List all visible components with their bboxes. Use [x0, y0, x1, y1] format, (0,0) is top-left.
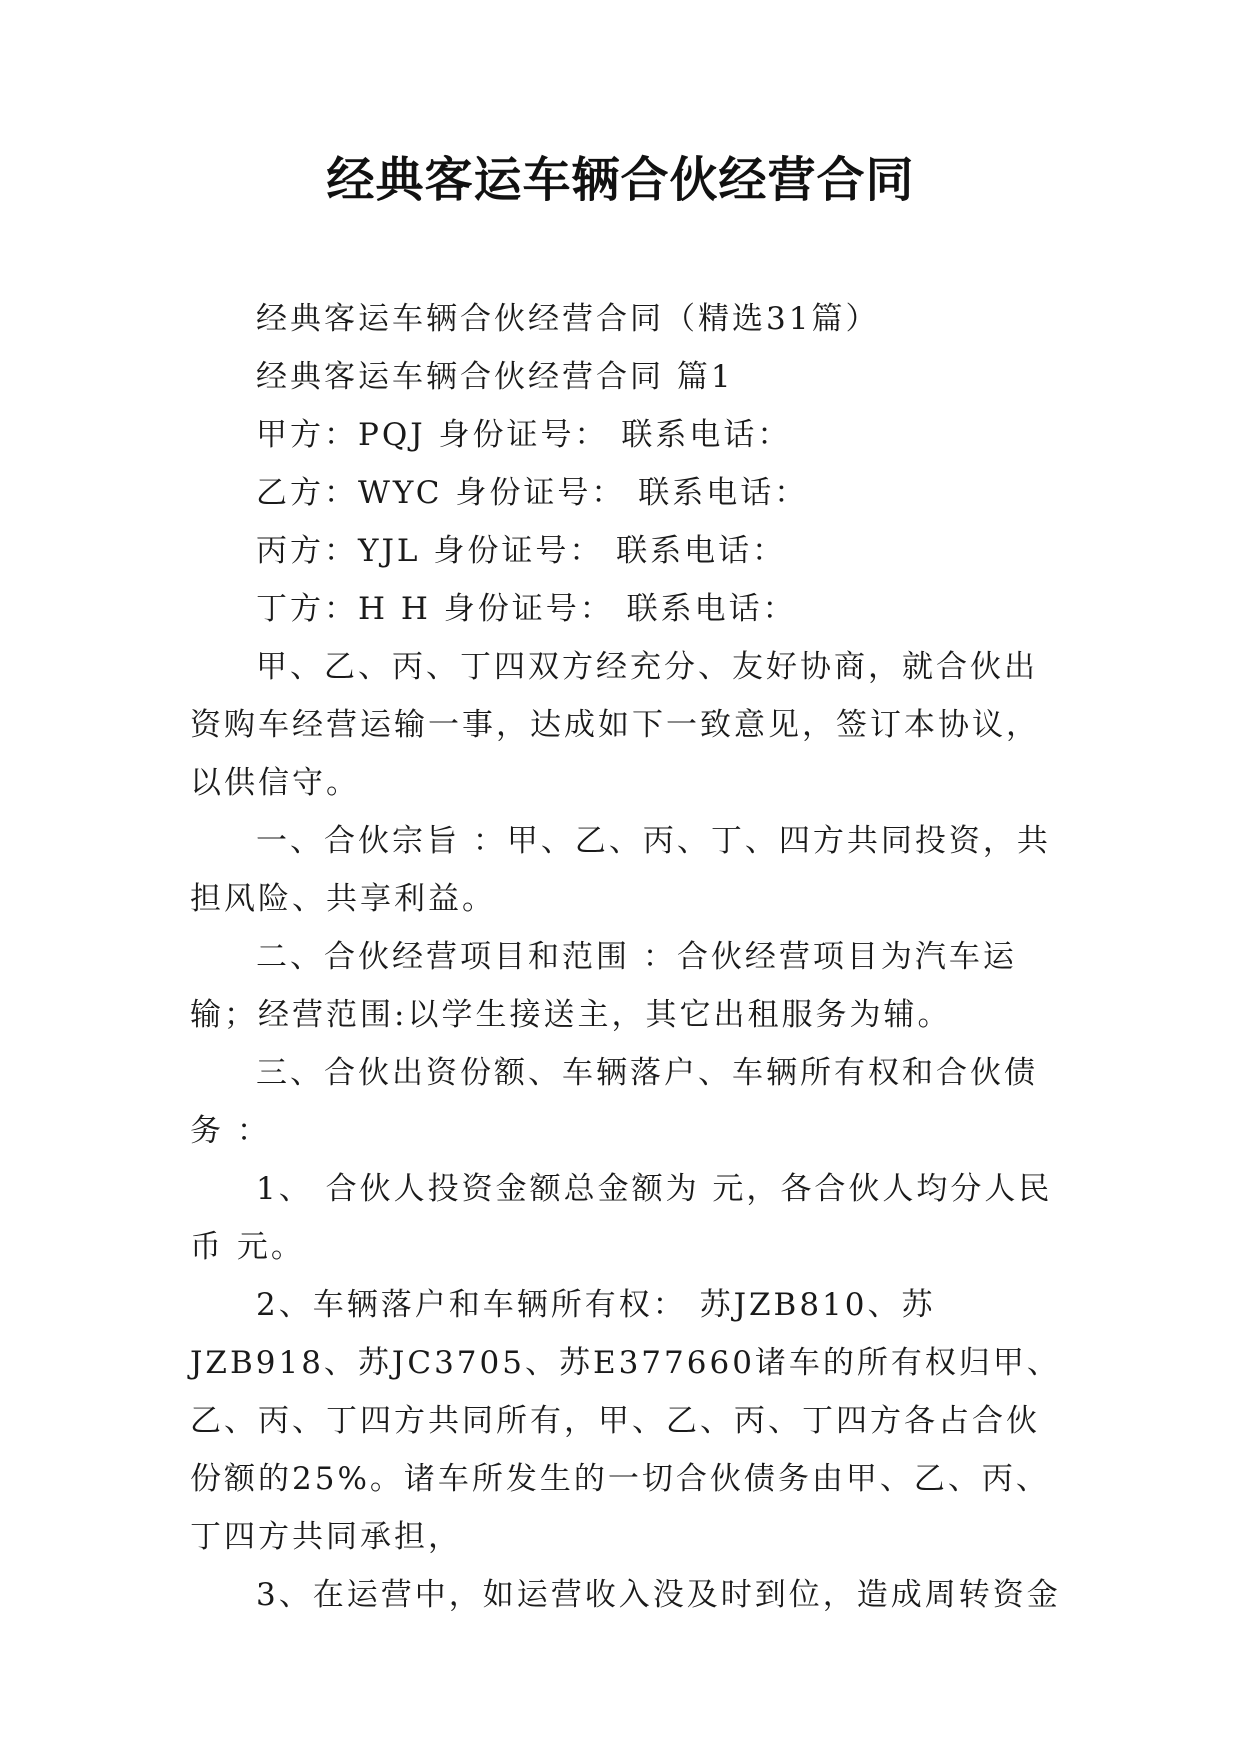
section-heading: 经典客运车辆合伙经营合同 篇1 [256, 359, 734, 395]
intro-paragraph: 甲、乙、丙、丁四双方经充分、友好协商，就合伙出资购车经营运输一事，达成如下一致意见，签订本协议，以供信守。 [190, 649, 1040, 801]
document-subtitle: 经典客运车辆合伙经营合同（精选31篇） [256, 301, 880, 337]
clause-3-item-1: 1、 合伙人投资金额总金额为 元，各合伙人均分人民币 元。 [190, 1171, 1053, 1265]
clause-3-heading: 三、合伙出资份额、车辆落户、车辆所有权和合伙债务 ： [190, 1055, 1038, 1149]
document-body [190, 290, 1070, 1624]
party-d-line: 丁方：H H 身份证号： 联系电话： [256, 591, 797, 627]
clause-1-paragraph: 一、合伙宗旨 ：甲、乙、丙、丁、四方共同投资，共担风险、共享利益。 [190, 823, 1051, 917]
document-title: 经典客运车辆合伙经营合同 [326, 152, 915, 208]
clause-3-item-3: 3、在运营中，如运营收入没及时到位，造成周转资金 [256, 1577, 1061, 1613]
party-a-line: 甲方：PQJ 身份证号： 联系电话： [256, 417, 792, 453]
party-b-line: 乙方：WYC 身份证号： 联系电话： [256, 475, 809, 511]
clause-3-item-2: 2、车辆落户和车辆所有权： 苏JZB810、苏JZB918、苏JC3705、苏E377660诸车的所有权归甲、乙、丙、丁四方共同所有，甲、乙、丙、丁四方各占合伙份额的25%。诸车所发生的一切合伙债务由甲、乙、丙、丁四方共同承担， [190, 1287, 1061, 1555]
clause-2-paragraph: 二、合伙经营项目和范围 ：合伙经营项目为汽车运输；经营范围:以学生接送主，其它出租服务为辅。 [190, 939, 1017, 1033]
party-c-line: 丙方：YJL 身份证号： 联系电话： [256, 533, 787, 569]
